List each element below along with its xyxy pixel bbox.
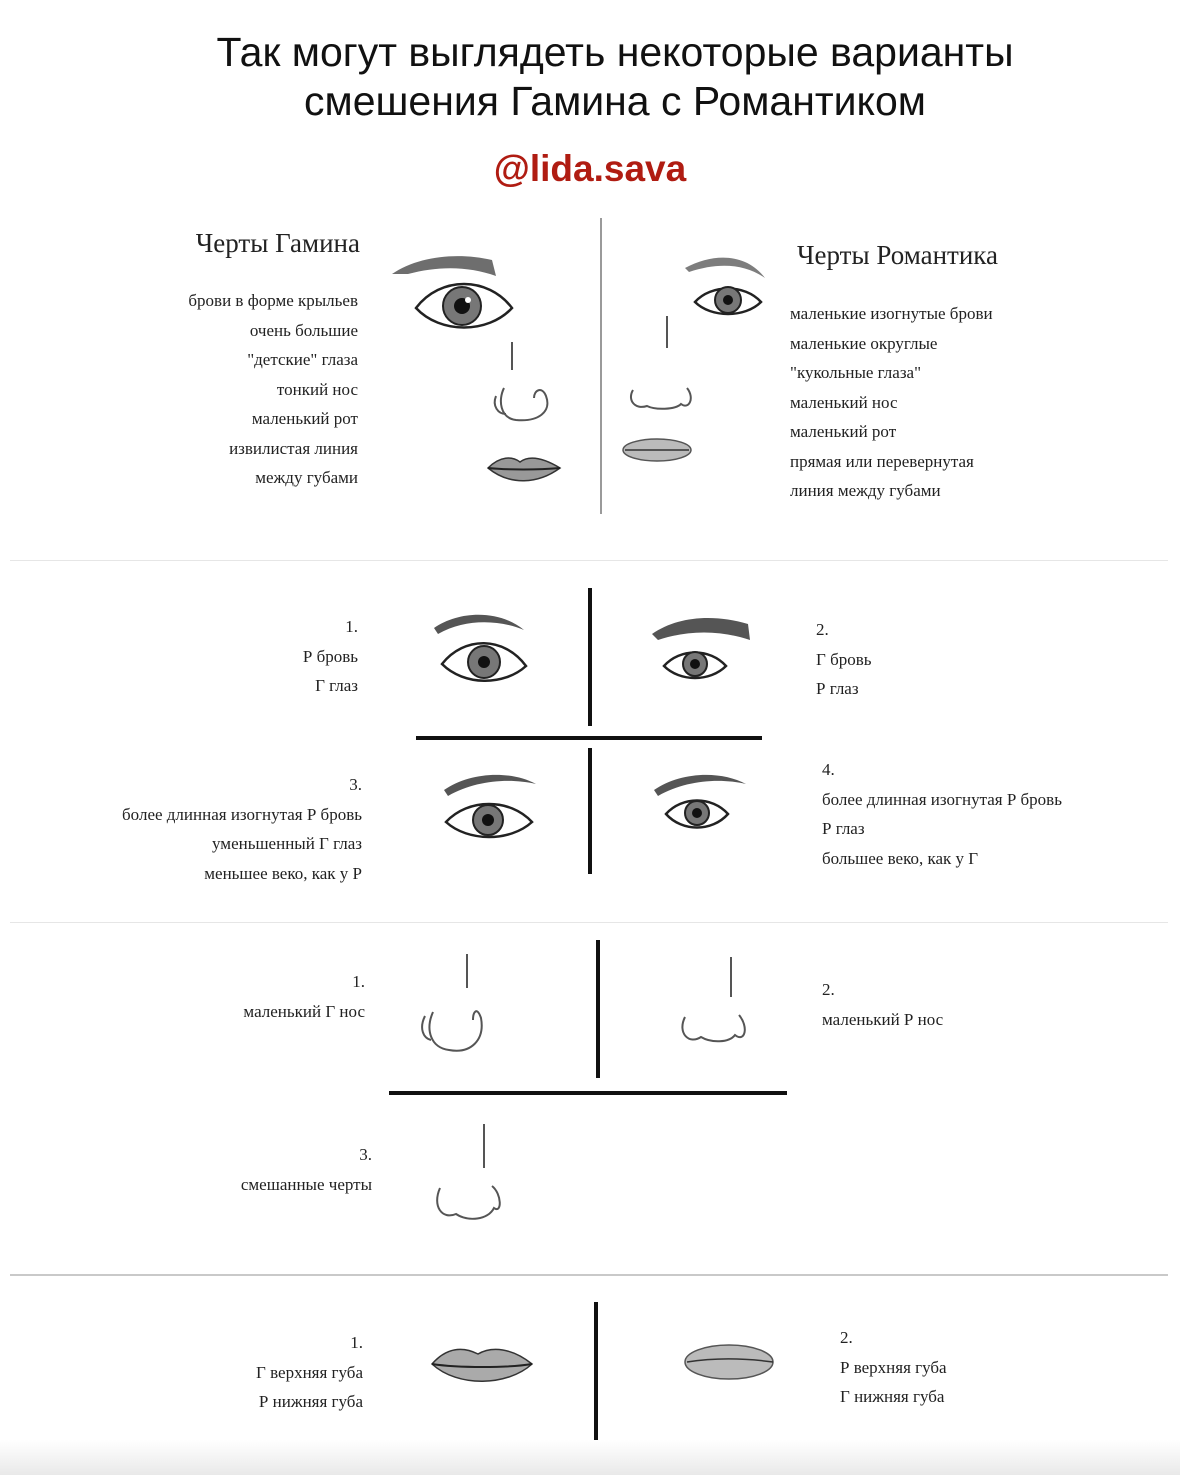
- romantic-trait: маленькие изогнутые брови: [790, 304, 993, 323]
- variant-line: смешанные черты: [240, 1174, 372, 1194]
- romantic-trait: маленькие округлые: [790, 333, 938, 353]
- variant-line: Р верхняя губа: [840, 1357, 947, 1377]
- title-line-2: смешения Гамина с Романтиком: [304, 78, 926, 124]
- intro-divider: [600, 218, 602, 514]
- romantic-trait: маленький нос: [790, 392, 898, 412]
- gamine-trait: между губами: [255, 468, 358, 487]
- nose-variant-3-illustration: [430, 1120, 510, 1230]
- nose-icon: [682, 957, 744, 1041]
- romantic-nose-icon: [631, 316, 691, 409]
- eye-icon: [442, 643, 526, 681]
- variant-line: Г нижняя губа: [840, 1387, 945, 1406]
- variant-number: 3.: [359, 1145, 372, 1164]
- variant-line: Г верхняя губа: [256, 1362, 363, 1382]
- lips-divider-vertical: [594, 1302, 598, 1448]
- gamine-lips-icon: [488, 458, 560, 481]
- eyes-variant-3-label: [20, 770, 362, 888]
- eye-icon: [666, 801, 728, 828]
- eyebrow-icon: [654, 775, 746, 796]
- eyes-divider-vertical-bottom: [588, 748, 592, 874]
- nose-variant-1-illustration: [415, 950, 495, 1060]
- eyes-divider-vertical-top: [588, 588, 592, 726]
- nose-variant-2-illustration: [675, 955, 755, 1065]
- gamine-trait: очень большие: [249, 320, 358, 340]
- romantic-face-illustration: [615, 250, 785, 510]
- gamine-heading: Черты Гамина: [195, 228, 360, 258]
- gamine-face-illustration: [388, 250, 558, 510]
- variant-line: Р глаз: [816, 679, 859, 698]
- nose-variant-2-label: [822, 975, 1042, 1034]
- bottom-shade: [0, 1440, 1180, 1475]
- lips-variant-2-label: [840, 1323, 1060, 1412]
- section-divider: [10, 922, 1168, 923]
- variant-line: более длинная изогнутая Р бровь: [122, 804, 362, 824]
- lips-variant-1-illustration: [428, 1340, 538, 1390]
- eye-variant-1-illustration: [430, 608, 530, 698]
- variant-number: 1.: [352, 972, 365, 991]
- nose-variant-1-label: [150, 967, 365, 1026]
- nose-divider-horizontal: [389, 1091, 787, 1095]
- romantic-heading: Черты Романтика: [797, 240, 998, 270]
- eyebrow-icon: [652, 618, 750, 640]
- variant-line: Г бровь: [816, 649, 872, 669]
- gamine-eyebrow-icon: [392, 256, 496, 276]
- variant-line: Р бровь: [302, 646, 358, 666]
- romantic-trait: линия между губами: [790, 481, 941, 500]
- lips-icon: [432, 1349, 532, 1381]
- variant-line: уменьшенный Г глаз: [212, 834, 362, 853]
- eye-icon: [664, 652, 726, 678]
- variant-line: маленький Р нос: [822, 1009, 944, 1029]
- variant-line: меньшее веко, как у Р: [204, 863, 362, 883]
- eyes-variant-4-label: [822, 755, 1162, 873]
- variant-line: более длинная изогнутая Р бровь: [822, 789, 1062, 809]
- nose-variant-3-label: [150, 1140, 372, 1199]
- variant-line: Р глаз: [822, 819, 865, 838]
- romantic-eyebrow-icon: [685, 258, 765, 278]
- eyebrow-icon: [434, 615, 524, 634]
- nose-divider-vertical: [596, 940, 600, 1078]
- romantic-lips-icon: [623, 439, 691, 461]
- variant-number: 2.: [822, 980, 835, 999]
- lips-variant-1-label: [150, 1328, 363, 1417]
- eye-variant-2-illustration: [648, 610, 758, 700]
- eyebrow-icon: [444, 775, 536, 796]
- variant-number: 2.: [816, 620, 829, 639]
- author-handle: @lida.sava: [493, 148, 687, 189]
- gamine-traits-list: [60, 286, 358, 493]
- section-divider: [10, 560, 1168, 561]
- gamine-trait: тонкий нос: [276, 379, 358, 399]
- gamine-trait: брови в форме крыльев: [188, 291, 358, 310]
- gamine-trait: извилистая линия: [229, 438, 358, 458]
- eye-variant-3-illustration: [440, 768, 550, 868]
- gamine-trait: "детские" глаза: [247, 350, 358, 369]
- variant-number: 1.: [350, 1333, 363, 1352]
- variant-line: маленький Г нос: [243, 1001, 365, 1021]
- romantic-eye-icon: [695, 287, 761, 314]
- romantic-traits-list: [790, 299, 1130, 506]
- nose-icon: [422, 954, 482, 1051]
- lips-icon: [685, 1345, 773, 1379]
- gamine-trait: маленький рот: [251, 409, 358, 428]
- variant-number: 2.: [840, 1328, 853, 1347]
- section-divider: [10, 1274, 1168, 1276]
- variant-line: большее веко, как у Г: [822, 848, 979, 868]
- variant-number: 4.: [822, 760, 835, 779]
- variant-line: Г глаз: [315, 676, 358, 695]
- eyes-divider-horizontal: [416, 736, 762, 740]
- gamine-nose-icon: [495, 342, 548, 420]
- variant-line: Р нижняя губа: [258, 1392, 363, 1411]
- romantic-trait: "кукольные глаза": [790, 363, 922, 382]
- nose-icon: [437, 1124, 500, 1219]
- eyes-variant-2-label: [816, 615, 1016, 704]
- romantic-trait: прямая или перевернутая: [790, 451, 974, 471]
- lips-variant-2-illustration: [683, 1338, 783, 1388]
- eye-variant-4-illustration: [650, 768, 760, 868]
- page-title: [0, 28, 1180, 126]
- romantic-trait: маленький рот: [790, 422, 897, 441]
- eye-icon: [446, 804, 532, 837]
- gamine-eye-icon: [416, 284, 512, 328]
- title-line-1: Так могут выглядеть некоторые варианты: [216, 29, 1014, 75]
- variant-number: 1.: [345, 617, 358, 636]
- eyes-variant-1-label: [160, 612, 358, 701]
- variant-number: 3.: [349, 775, 362, 794]
